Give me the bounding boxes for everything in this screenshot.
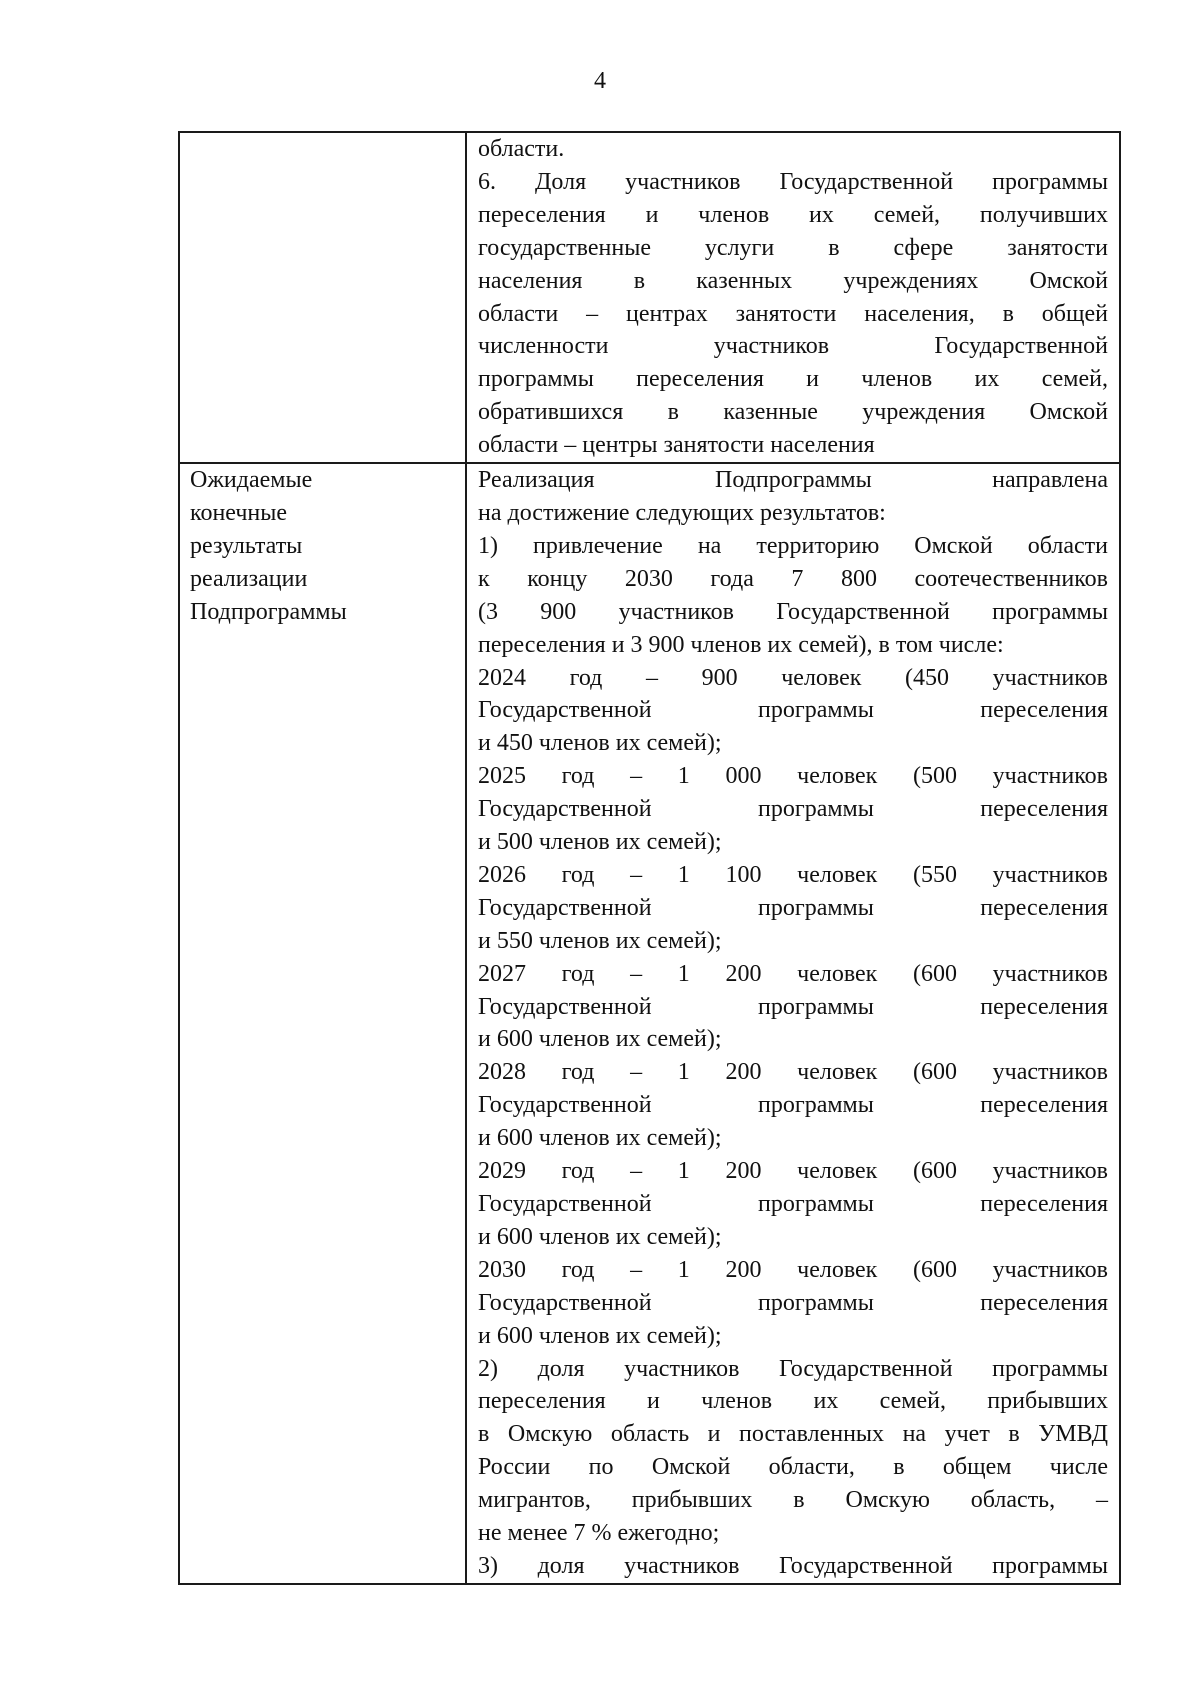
text-line: переселения и членов их семей, получивших bbox=[478, 201, 1108, 228]
text-line: к концу 2030 года 7 800 соотечественников bbox=[478, 565, 1108, 592]
label-line: результаты bbox=[190, 532, 303, 559]
text-line: и 600 членов их семей); bbox=[478, 1223, 722, 1250]
text-line: Государственной программы переселения bbox=[478, 796, 1108, 823]
text-line: и 600 членов их семей); bbox=[478, 1322, 722, 1349]
text-line: переселения и членов их семей, прибывших bbox=[478, 1388, 1108, 1415]
table-cell-label bbox=[179, 463, 466, 1584]
text-line: Государственной программы переселения bbox=[478, 1191, 1108, 1217]
text-line: населения в казенных учреждениях Омской bbox=[478, 267, 1108, 294]
text-line: Государственной программы переселения bbox=[478, 697, 1108, 724]
text-line: переселения и 3 900 членов их семей), в том числе: bbox=[478, 631, 1004, 658]
text-line: и 450 членов их семей); bbox=[478, 730, 722, 757]
text-line: мигрантов, прибывших в Омскую область, – bbox=[478, 1487, 1108, 1514]
label-line: Ожидаемые bbox=[190, 467, 313, 494]
text-line: России по Омской области, в общем числе bbox=[478, 1454, 1108, 1481]
text-line: Государственной программы переселения bbox=[478, 1092, 1108, 1119]
table-cell-label bbox=[179, 132, 466, 463]
text-line: области – центры занятости населения bbox=[478, 432, 875, 459]
text-line: 2025 год – 1 000 человек (500 участников bbox=[478, 763, 1108, 790]
passport-table bbox=[178, 131, 1121, 1585]
text-line: 3) доля участников Государственной программы bbox=[478, 1552, 1108, 1579]
text-line: Государственной программы переселения bbox=[478, 1289, 1108, 1316]
text-line: 2030 год – 1 200 человек (600 участников bbox=[478, 1256, 1108, 1283]
text-line: 2024 год – 900 человек (450 участников bbox=[478, 664, 1108, 691]
table-cell-content bbox=[466, 132, 1120, 463]
text-line: государственные услуги в сфере занятости bbox=[478, 234, 1108, 261]
table-cell-content bbox=[466, 463, 1120, 1584]
label-line: Подпрограммы bbox=[190, 598, 347, 625]
text-line: и 600 членов их семей); bbox=[478, 1026, 722, 1053]
text-line: 2026 год – 1 100 человек (550 участников bbox=[478, 861, 1108, 888]
label-line: реализации bbox=[190, 565, 308, 592]
text-line: 1) привлечение на территорию Омской области bbox=[478, 532, 1108, 559]
text-line: Государственной программы переселения bbox=[478, 993, 1108, 1020]
text-line: 2) доля участников Государственной программы bbox=[478, 1355, 1108, 1382]
text-line: программы переселения и членов их семей, bbox=[478, 366, 1108, 393]
text-line: Реализация Подпрограммы направлена bbox=[478, 467, 1108, 494]
text-line: области – центрах занятости населения, в общей bbox=[478, 300, 1108, 327]
text-line: не менее 7 % ежегодно; bbox=[478, 1520, 720, 1547]
text-line: 2029 год – 1 200 человек (600 участников bbox=[478, 1158, 1108, 1185]
text-line: (3 900 участников Государственной программы bbox=[478, 598, 1108, 625]
text-line: 6. Доля участников Государственной программы bbox=[478, 168, 1108, 195]
text-line: на достижение следующих результатов: bbox=[478, 499, 886, 526]
table-row bbox=[179, 132, 1120, 463]
text-line: 2027 год – 1 200 человек (600 участников bbox=[478, 960, 1108, 987]
page-number: 4 bbox=[594, 68, 606, 94]
text-line: численности участников Государственной bbox=[478, 333, 1108, 360]
text-line: и 550 членов их семей); bbox=[478, 927, 722, 954]
text-line: Государственной программы переселения bbox=[478, 894, 1108, 921]
label-line: конечные bbox=[190, 499, 288, 526]
text-line: в Омскую область и поставленных на учет в УМВД bbox=[478, 1421, 1108, 1448]
text-line: области. bbox=[478, 136, 565, 162]
text-line: и 500 членов их семей); bbox=[478, 829, 722, 856]
text-line: и 600 членов их семей); bbox=[478, 1125, 722, 1152]
table-row bbox=[179, 463, 1120, 1584]
text-line: 2028 год – 1 200 человек (600 участников bbox=[478, 1059, 1108, 1086]
text-line: обратившихся в казенные учреждения Омской bbox=[478, 399, 1108, 426]
